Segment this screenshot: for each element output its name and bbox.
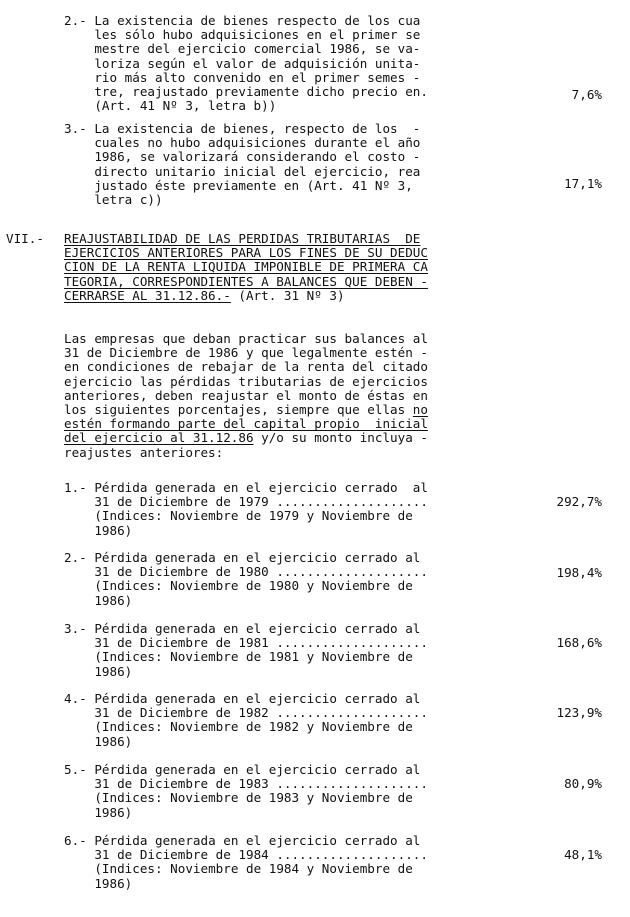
loss-item-percent: 168,6% <box>556 635 602 650</box>
item-3-block <box>64 122 604 207</box>
loss-item-number: 5.- <box>64 762 87 777</box>
loss-item-6 <box>64 834 604 891</box>
loss-item-text: 1986) <box>94 804 133 820</box>
loss-item-text: Pérdida generada en el ejercicio cerrado al <box>94 762 421 777</box>
section-title-line: REAJUSTABILIDAD DE LAS PERDIDAS TRIBUTARIAS DE <box>64 231 421 246</box>
item-2-line: (Art. 41 Nº 3, letra b)) <box>64 98 277 114</box>
loss-item-text: 31 de Diciembre de 1984 .................... <box>94 847 428 863</box>
intro-line: Las empresas que deban practicar sus balances al <box>64 331 428 346</box>
intro-line: ejercicio las pérdidas tributarias de ejercicios <box>64 373 428 389</box>
item-2-percent: 7,6% <box>571 87 602 102</box>
loss-item-text: Pérdida generada en el ejercicio cerrado al <box>94 550 421 565</box>
loss-item-percent: 80,9% <box>564 776 602 791</box>
intro-underlined-text: del ejercicio al 31.12.86 <box>64 430 254 446</box>
loss-item-text: 31 de Diciembre de 1980 .................... <box>94 564 428 580</box>
loss-item-text: 31 de Diciembre de 1982 .................... <box>94 705 428 721</box>
item-2-line: mestre del ejercicio comercial 1986, se va- <box>64 41 421 57</box>
item-3-line: 3.- La existencia de bienes, respecto de los - <box>64 121 421 136</box>
intro-line: y/o su monto incluya - <box>253 430 428 446</box>
loss-item-2 <box>64 551 604 608</box>
item-3-line: cuales no hubo adquisiciones durante el año <box>64 135 421 151</box>
intro-line: anteriores, deben reajustar el monto de éstas en <box>64 387 428 403</box>
intro-line: los siguientes porcentajes, siempre que ellas <box>64 402 413 418</box>
item-3-line: justado éste previamente en (Art. 41 Nº 3, <box>64 177 413 193</box>
loss-item-text: 31 de Diciembre de 1981 .................... <box>94 635 428 651</box>
intro-underlined-text: estén formando parte del capital propio inicial <box>64 416 428 432</box>
item-2-line: les sólo hubo adquisiciones en el primer se <box>64 27 421 43</box>
loss-item-text: Pérdida generada en el ejercicio cerrado al <box>94 480 428 495</box>
item-2-line: loriza según el valor de adquisición unita- <box>64 55 421 71</box>
loss-item-text: 1986) <box>94 875 133 891</box>
loss-item-text: (Indices: Noviembre de 1983 y Noviembre de <box>94 790 413 806</box>
loss-item-1 <box>64 481 604 538</box>
item-2-line: tre, reajustado previamente dicho precio en. <box>64 84 428 100</box>
section-title <box>64 232 604 303</box>
loss-item-text: 1986) <box>94 663 133 679</box>
loss-item-percent: 292,7% <box>556 494 602 509</box>
section-number: VII.- <box>6 231 44 246</box>
loss-item-number: 6.- <box>64 833 87 848</box>
loss-item-text: 31 de Diciembre de 1979 .................... <box>94 494 428 510</box>
loss-item-text: (Indices: Noviembre de 1980 y Noviembre de <box>94 578 413 594</box>
intro-line: 31 de Diciembre de 1986 y que legalmente estén - <box>64 345 428 361</box>
loss-item-text: Pérdida generada en el ejercicio cerrado al <box>94 691 421 706</box>
item-2-line: rio más alto convenido en el primer semes - <box>64 69 421 85</box>
loss-item-3 <box>64 622 604 679</box>
loss-item-text: (Indices: Noviembre de 1984 y Noviembre de <box>94 861 413 877</box>
intro-line: en condiciones de rebajar de la renta del citado <box>64 359 428 375</box>
loss-item-percent: 123,9% <box>556 705 602 720</box>
section-title-line: EJERCICIOS ANTERIORES PARA LOS FINES DE SU DEDUC <box>64 245 428 261</box>
intro-paragraph <box>64 332 604 460</box>
loss-item-text: 1986) <box>94 522 133 538</box>
loss-item-text: 1986) <box>94 592 133 608</box>
loss-item-text: (Indices: Noviembre de 1979 y Noviembre de <box>94 508 413 524</box>
loss-item-text: (Indices: Noviembre de 1981 y Noviembre de <box>94 649 413 665</box>
section-title-line: TEGORIA, CORRESPONDIENTES A BALANCES QUE DEBEN - <box>64 273 428 289</box>
loss-item-number: 4.- <box>64 691 87 706</box>
loss-item-percent: 198,4% <box>556 565 602 580</box>
loss-item-text: (Indices: Noviembre de 1982 y Noviembre de <box>94 719 413 735</box>
loss-item-number: 3.- <box>64 621 87 636</box>
item-3-percent: 17,1% <box>564 176 602 191</box>
section-title-reference: (Art. 31 Nº 3) <box>230 287 345 303</box>
loss-item-4 <box>64 692 604 749</box>
section-title-line: CION DE LA RENTA LIQUIDA IMPONIBLE DE PRIMERA CA <box>64 259 428 275</box>
loss-item-number: 2.- <box>64 550 87 565</box>
item-2-block <box>64 14 604 113</box>
intro-underlined-text: no <box>412 402 428 418</box>
item-2-line: 2.- La existencia de bienes respecto de los cua <box>64 13 421 28</box>
loss-item-text: 31 de Diciembre de 1983 .................... <box>94 776 428 792</box>
item-3-line: letra c)) <box>64 192 163 208</box>
loss-item-number: 1.- <box>64 480 87 495</box>
intro-line: reajustes anteriores: <box>64 444 224 460</box>
loss-item-percent: 48,1% <box>564 847 602 862</box>
loss-item-text: 1986) <box>94 733 133 749</box>
loss-item-text: Pérdida generada en el ejercicio cerrado al <box>94 621 421 636</box>
loss-item-5 <box>64 763 604 820</box>
section-title-line: CERRARSE AL 31.12.86.- <box>64 287 231 303</box>
loss-item-text: Pérdida generada en el ejercicio cerrado al <box>94 833 421 848</box>
item-3-line: 1986, se valorizará considerando el costo - <box>64 149 421 165</box>
item-3-line: directo unitario inicial del ejercicio, rea <box>64 163 421 179</box>
